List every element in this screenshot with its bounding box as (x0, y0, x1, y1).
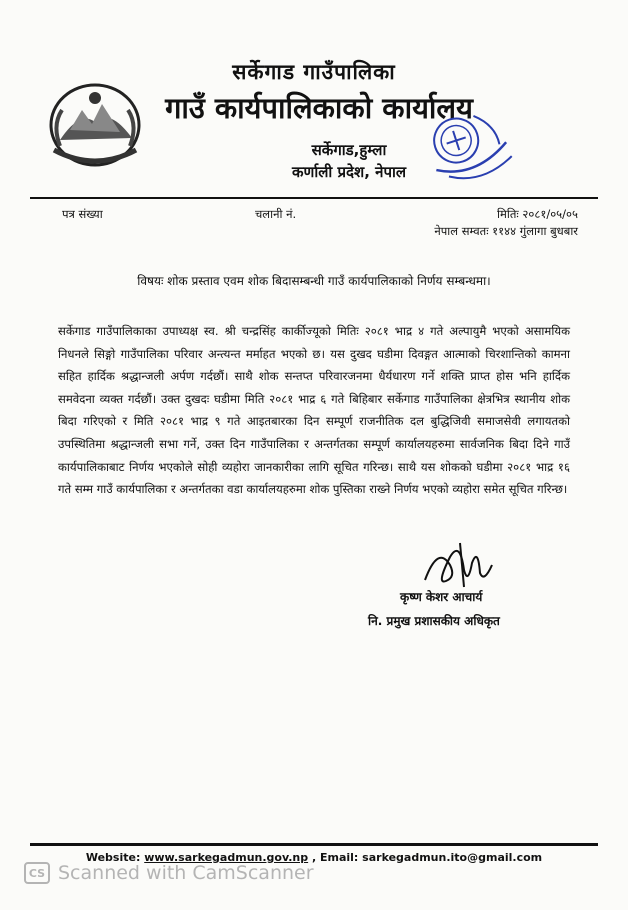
website-link[interactable]: www.sarkegadmun.gov.np (144, 851, 309, 864)
camscanner-logo: CS (24, 862, 50, 884)
watermark-text: Scanned with CamScanner (58, 862, 314, 884)
email-address: sarkegadmun.ito@gmail.com (362, 851, 543, 864)
header-divider (30, 197, 598, 199)
dispatch-number-label: चलानी नं. (255, 207, 297, 221)
reference-number-label: पत्र संख्या (62, 207, 103, 221)
office-province: कर्णाली प्रदेश, नेपाल (291, 163, 407, 181)
website-label: Website: (85, 851, 141, 864)
letter-body: सर्केगाड गाउँपालिकाका उपाध्यक्ष स्व. श्री चन्द्रसिंह कार्कीज्यूको मितिः २०८१ भाद्र ४ गते अल्पायुमै भएको असामयिक निधनले सिङ्गो गाउँपालिका परिवार अन्त्यन्त मर्माहत भएको छ। यस दुखद घडीमा दिवङ्गत आत्माको चिरशान्तिको कामना सहित हार्दिक श्रद्धान्जली अर्पण गर्दछौं। साथै शोक सन्तप्त परिवारजनमा धैर्यधारण गर्ने शक्ति प्राप्त होस भनि हार्दिक समवेदना व्यक्त गर्दछौं। उक्त दुखदः घडीमा मिति २०८१ भाद्र ६ गते बिहिबार सर्केगाड गाउँपालिका क्षेत्रभित्र स्थानीय शोक बिदा गरिएको र मिति २०८१ भाद्र ९ गते आइतबारका दिन सम्पूर्ण राजनीतिक दल बुद्धिजिवी समाजसेवी लगायतको उपस्थितिमा श्रद्धान्जली सभा गर्ने, उक्त दिन गाउँपालिका र अन्तर्गतका सम्पूर्ण कार्यालयहरुमा सार्वजनिक बिदा दिने गाउँ कार्यपालिकाबाट निर्णय भएकोले सोही व्यहोरा जानकारीका लागि सूचित गरिन्छ। साथै यस शोकको घडीमा २०८१ भाद्र १६ गते सम्म गाउँ कार्यपालिका र अन्तर्गतका वडा कार्यालयहरुमा शोक पुस्तिका राख्ने निर्णय भएको व्यहोरा समेत सूचित गरिन्छ। (58, 324, 570, 497)
office-name: गाउँ कार्यपालिकाको कार्यालय (165, 91, 473, 125)
municipality-name: सर्केगाड गाउँपालिका (232, 60, 396, 84)
camscanner-watermark (24, 862, 314, 884)
footer-divider (30, 843, 598, 846)
email-label: , Email: (311, 851, 359, 864)
letter-date: मितिः २०८१/०५/०५ (497, 207, 578, 221)
handwritten-signature (420, 535, 500, 595)
nepal-samvat-date: नेपाल सम्वतः ११४४ गुंलागा बुधबार (434, 224, 578, 238)
signatory-name: कृष्ण केशर आचार्य (400, 590, 483, 604)
office-location: सर्केगाड,हुम्ला (311, 141, 387, 159)
letter-subject: विषयः शोक प्रस्ताव एवम शोक बिदासम्बन्धी गाउँ कार्यपालिकाको निर्णय सम्बन्धमा। (137, 274, 491, 288)
signatory-title: नि. प्रमुख प्रशासकीय अधिकृत (368, 614, 500, 628)
